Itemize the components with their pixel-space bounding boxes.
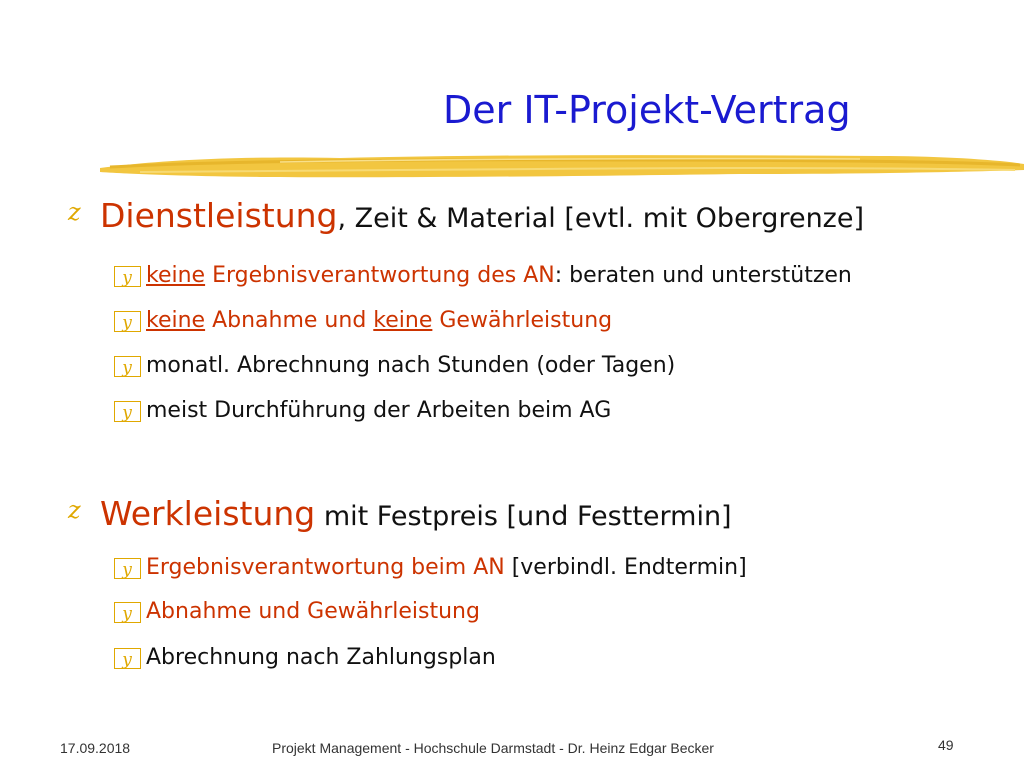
z-bullet-icon: z: [68, 496, 81, 524]
list-item: [122, 599, 480, 624]
item-text: monatl. Abrechnung nach Stunden (oder Tagen): [146, 353, 676, 378]
list-item: [122, 645, 496, 670]
list-item: [122, 263, 852, 288]
item-text: Abnahme und Gewährleistung: [146, 599, 480, 624]
item-text: : beraten und unterstützen: [554, 263, 852, 288]
svg-text:y: y: [122, 650, 132, 669]
z-bullet-icon: z: [68, 198, 81, 226]
list-item: [122, 353, 676, 378]
svg-text:y: y: [122, 403, 132, 422]
section-heading: Werkleistung: [100, 494, 316, 533]
svg-text:y: y: [122, 604, 132, 623]
y-bullet-icon: [114, 266, 141, 287]
item-text: [verbindl. Endtermin]: [504, 555, 747, 580]
footer-date: 17.09.2018: [60, 740, 131, 756]
svg-text:y: y: [122, 313, 132, 332]
y-bullet-icon: [114, 558, 141, 579]
item-text-keine: keine: [373, 308, 433, 333]
y-bullet-icon: [114, 648, 141, 669]
section-werkleistung: [68, 494, 732, 533]
section-heading: Dienstleistung: [100, 196, 338, 235]
item-text-keine: keine: [146, 263, 206, 288]
title-underline-brush: [100, 146, 1024, 186]
item-text: Gewährleistung: [432, 308, 613, 333]
list-item: [122, 308, 613, 333]
y-bullet-icon: [114, 311, 141, 332]
item-text-keine: keine: [146, 308, 206, 333]
item-text: Ergebnisverantwortung des AN: [205, 263, 555, 288]
item-text: Ergebnisverantwortung beim AN: [146, 555, 505, 580]
item-text: Abrechnung nach Zahlungsplan: [146, 645, 496, 670]
section-subtitle: mit Festpreis [und Festtermin]: [315, 501, 732, 532]
item-text: meist Durchführung der Arbeiten beim AG: [146, 398, 612, 423]
svg-text:y: y: [122, 560, 132, 579]
slide-title: Der IT-Projekt-Vertrag: [443, 88, 851, 132]
footer-center: Projekt Management - Hochschule Darmstadt - Dr. Heinz Edgar Becker: [272, 740, 714, 756]
svg-text:y: y: [122, 268, 132, 287]
y-bullet-icon: [114, 356, 141, 377]
list-item: [122, 398, 612, 423]
item-text: Abnahme und: [205, 308, 374, 333]
y-bullet-icon: [114, 401, 141, 422]
svg-text:y: y: [122, 358, 132, 377]
page-number: 49: [938, 737, 954, 753]
y-bullet-icon: [114, 602, 141, 623]
list-item: [122, 555, 747, 580]
section-dienstleistung: [68, 196, 864, 235]
section-subtitle: , Zeit & Material [evtl. mit Obergrenze]: [337, 203, 864, 234]
